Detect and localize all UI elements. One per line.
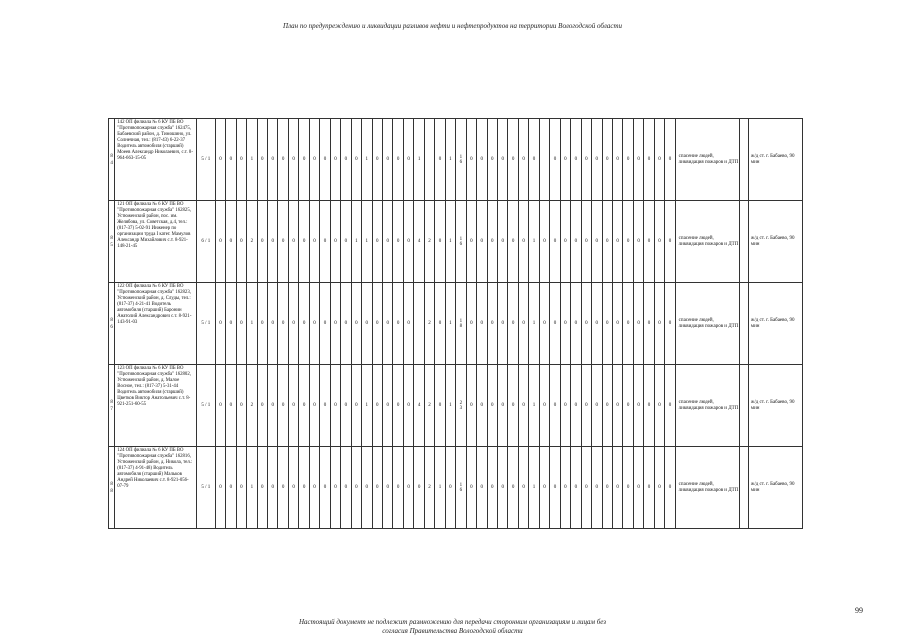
- equipment-count-cell: 0: [320, 447, 330, 529]
- equipment-count-cell: 0: [320, 283, 330, 365]
- equipment-count-cell: 0: [393, 283, 403, 365]
- equipment-count-cell: 0: [592, 283, 602, 365]
- equipment-count-cell: 0: [508, 201, 518, 283]
- equipment-count-cell: 1: [414, 119, 424, 201]
- equipment-count-cell: 0: [539, 447, 549, 529]
- equipment-count-cell: 0: [466, 119, 476, 201]
- equipment-count-cell: 1: [445, 283, 455, 365]
- equipment-count-cell: 0: [236, 365, 246, 447]
- equipment-count-cell: 0: [236, 447, 246, 529]
- equipment-count-cell: 0: [477, 283, 487, 365]
- equipment-count-cell: 0: [299, 447, 309, 529]
- equipment-count-cell: 0: [644, 119, 654, 201]
- equipment-count-cell: 0: [403, 201, 413, 283]
- equipment-count-cell: 0: [571, 447, 581, 529]
- equipment-count-cell: 0: [372, 447, 382, 529]
- equipment-count-cell: 0: [466, 365, 476, 447]
- equipment-count-cell: 1: [445, 201, 455, 283]
- equipment-count-cell: 0: [518, 365, 528, 447]
- equipment-count-cell: 0: [351, 447, 361, 529]
- equipment-count-cell: 0: [278, 201, 288, 283]
- equipment-count-cell: 0: [341, 119, 351, 201]
- equipment-count-cell: 0: [226, 283, 236, 365]
- equipment-count-cell: 0: [414, 447, 424, 529]
- page-header-title: План по предупреждению и ликвидации разливов нефти и нефтепродуктов на территории Вологодской области: [282, 22, 623, 30]
- equipment-count-cell: 0: [581, 283, 591, 365]
- equipment-count-cell: 2: [424, 447, 434, 529]
- equipment-count-cell: 1 6: [456, 447, 466, 529]
- equipment-count-cell: 0: [581, 201, 591, 283]
- equipment-count-cell: 0: [612, 283, 622, 365]
- equipment-count-cell: 0: [236, 119, 246, 201]
- equipment-count-cell: 0: [508, 119, 518, 201]
- page-number: 99: [855, 606, 863, 615]
- row-number-cell: 8 4: [109, 119, 115, 201]
- equipment-count-cell: 1: [362, 201, 372, 283]
- equipment-count-cell: 1 8: [456, 283, 466, 365]
- equipment-count-cell: 0: [508, 283, 518, 365]
- equipment-count-cell: 0: [278, 447, 288, 529]
- equipment-count-cell: 0: [654, 283, 664, 365]
- equipment-count-cell: 0: [571, 201, 581, 283]
- equipment-count-cell: 0: [518, 119, 528, 201]
- equipment-count-cell: 0: [351, 365, 361, 447]
- equipment-count-cell: 0: [477, 365, 487, 447]
- equipment-count-cell: 0: [602, 365, 612, 447]
- equipment-count-cell: 0: [330, 447, 340, 529]
- equipment-count-cell: 0: [654, 201, 664, 283]
- equipment-count-cell: 0: [362, 283, 372, 365]
- equipment-count-cell: 0: [602, 201, 612, 283]
- equipment-count-cell: 0: [403, 447, 413, 529]
- equipment-count-cell: 0: [665, 119, 675, 201]
- equipment-count-cell: 0: [518, 447, 528, 529]
- equipment-count-cell: 0: [487, 201, 497, 283]
- equipment-count-cell: 0: [477, 447, 487, 529]
- equipment-count-cell: 0: [393, 365, 403, 447]
- spacer-cell: [739, 201, 748, 283]
- equipment-count-cell: [424, 119, 434, 201]
- equipment-count-cell: 0: [497, 447, 507, 529]
- equipment-count-cell: 0: [466, 283, 476, 365]
- equipment-count-cell: 0: [623, 365, 633, 447]
- equipment-count-cell: [539, 119, 549, 201]
- equipment-count-cell: 0: [571, 119, 581, 201]
- equipment-count-cell: 2: [247, 201, 257, 283]
- equipment-count-cell: 0: [382, 201, 392, 283]
- equipment-count-cell: 0: [372, 365, 382, 447]
- equipment-count-cell: 0: [288, 283, 298, 365]
- equipment-count-cell: 0: [268, 365, 278, 447]
- equipment-count-cell: 0: [477, 119, 487, 201]
- equipment-count-cell: 1: [247, 119, 257, 201]
- equipment-count-cell: 0: [633, 201, 643, 283]
- equipment-count-cell: 0: [518, 201, 528, 283]
- equipment-count-cell: 0: [257, 365, 267, 447]
- equipment-count-cell: 0: [487, 365, 497, 447]
- equipment-count-cell: 0: [487, 447, 497, 529]
- equipment-count-cell: 0: [435, 119, 445, 201]
- equipment-count-cell: 2: [424, 365, 434, 447]
- tasks-cell: спасение людей, ликвидация пожаров и ДТП: [675, 119, 739, 201]
- equipment-count-cell: 1: [529, 201, 539, 283]
- equipment-count-cell: 1: [435, 447, 445, 529]
- equipment-count-cell: 0: [268, 283, 278, 365]
- equipment-count-cell: 0: [560, 447, 570, 529]
- equipment-count-cell: 0: [268, 447, 278, 529]
- equipment-count-cell: 0: [612, 119, 622, 201]
- equipment-count-cell: 0: [257, 283, 267, 365]
- equipment-count-cell: 1: [529, 283, 539, 365]
- organization-cell: 121 ОП филиала № 6 КУ ПБ ВО "Противопожарная служба" 162825, Устюженский район, пос. им. Желябова, ул. Советская, д.4, тел.: (817-37) 5-02-91 Инженер по организации труда I катег. Мамулов Александр Михайлович с.т. 8-921-148-21-45: [115, 201, 197, 283]
- equipment-count-cell: 0: [644, 283, 654, 365]
- equipment-count-cell: 1: [529, 365, 539, 447]
- equipment-count-cell: 0: [592, 201, 602, 283]
- arrival-time-cell: ж/д ст. г. Бабаево, 90 мин: [748, 119, 802, 201]
- equipment-count-cell: 0: [351, 119, 361, 201]
- crew-ratio-cell: 6 / 1: [196, 201, 215, 283]
- equipment-count-cell: 0: [592, 119, 602, 201]
- equipment-count-cell: 0: [539, 201, 549, 283]
- equipment-count-cell: 0: [393, 119, 403, 201]
- equipment-count-cell: 0: [487, 283, 497, 365]
- equipment-count-cell: 0: [257, 119, 267, 201]
- equipment-count-cell: 0: [602, 447, 612, 529]
- equipment-count-cell: 0: [268, 201, 278, 283]
- equipment-count-cell: 0: [497, 365, 507, 447]
- equipment-count-cell: 0: [372, 283, 382, 365]
- spacer-cell: [739, 119, 748, 201]
- resources-table: [108, 118, 803, 529]
- equipment-count-cell: 0: [665, 447, 675, 529]
- equipment-count-cell: 0: [403, 365, 413, 447]
- equipment-count-cell: 0: [623, 447, 633, 529]
- equipment-count-cell: 0: [487, 119, 497, 201]
- equipment-count-cell: 2: [247, 365, 257, 447]
- row-number-cell: 8 8: [109, 447, 115, 529]
- equipment-count-cell: 0: [299, 283, 309, 365]
- equipment-count-cell: 0: [508, 447, 518, 529]
- equipment-count-cell: 0: [341, 447, 351, 529]
- organization-cell: 122 ОП филиала № 6 КУ ПБ ВО "Противопожарная служба" 162823, Устюженский район, д. Слуды, тел.: (817-37) 4-21-41 Водитель автомобиля (старший) Баронин Анатолий Александрович с.т. 8-921-143-91-03: [115, 283, 197, 365]
- equipment-count-cell: 0: [215, 119, 225, 201]
- equipment-count-cell: 0: [278, 283, 288, 365]
- equipment-count-cell: 0: [508, 365, 518, 447]
- equipment-count-cell: 0: [341, 365, 351, 447]
- equipment-count-cell: 0: [382, 119, 392, 201]
- footer-note: [0, 618, 905, 636]
- equipment-count-cell: 0: [665, 283, 675, 365]
- equipment-count-cell: 0: [299, 119, 309, 201]
- equipment-count-cell: 0: [560, 283, 570, 365]
- equipment-count-cell: 0: [403, 119, 413, 201]
- equipment-count-cell: 0: [654, 119, 664, 201]
- spacer-cell: [739, 365, 748, 447]
- equipment-count-cell: 0: [550, 283, 560, 365]
- arrival-time-cell: ж/д ст. г. Бабаево, 90 мин: [748, 447, 802, 529]
- equipment-count-cell: 0: [581, 447, 591, 529]
- equipment-count-cell: 0: [288, 119, 298, 201]
- equipment-count-cell: 0: [382, 365, 392, 447]
- equipment-count-cell: 0: [257, 447, 267, 529]
- equipment-count-cell: 0: [215, 201, 225, 283]
- arrival-time-cell: ж/д ст. г. Бабаево, 90 мин: [748, 365, 802, 447]
- equipment-count-cell: 0: [309, 283, 319, 365]
- equipment-count-cell: 0: [226, 365, 236, 447]
- equipment-count-cell: 0: [320, 365, 330, 447]
- equipment-count-cell: 0: [393, 201, 403, 283]
- equipment-count-cell: 0: [581, 119, 591, 201]
- crew-ratio-cell: 5 / 1: [196, 283, 215, 365]
- equipment-count-cell: 0: [529, 119, 539, 201]
- equipment-count-cell: 0: [644, 447, 654, 529]
- equipment-count-cell: 0: [435, 365, 445, 447]
- equipment-count-cell: 0: [215, 283, 225, 365]
- equipment-count-cell: 1 6: [456, 201, 466, 283]
- equipment-count-cell: 0: [226, 119, 236, 201]
- equipment-count-cell: 0: [288, 365, 298, 447]
- equipment-count-cell: 0: [330, 365, 340, 447]
- equipment-count-cell: 0: [268, 119, 278, 201]
- equipment-count-cell: 0: [362, 447, 372, 529]
- equipment-count-cell: 0: [466, 447, 476, 529]
- equipment-count-cell: 0: [309, 365, 319, 447]
- footer-note-line2: согласия Правительства Вологодской области: [382, 627, 523, 635]
- table-row: [109, 283, 803, 365]
- equipment-count-cell: 0: [623, 119, 633, 201]
- equipment-count-cell: 1: [445, 365, 455, 447]
- crew-ratio-cell: 5 / 1: [196, 365, 215, 447]
- table-row: [109, 365, 803, 447]
- equipment-count-cell: 0: [612, 365, 622, 447]
- equipment-count-cell: 1: [351, 201, 361, 283]
- equipment-count-cell: 0: [612, 201, 622, 283]
- equipment-count-cell: 0: [497, 283, 507, 365]
- equipment-count-cell: 0: [571, 283, 581, 365]
- equipment-count-cell: 0: [644, 365, 654, 447]
- equipment-count-cell: 0: [341, 201, 351, 283]
- equipment-count-cell: 0: [592, 365, 602, 447]
- equipment-count-cell: 0: [665, 201, 675, 283]
- crew-ratio-cell: 5 / 1: [196, 119, 215, 201]
- equipment-count-cell: 0: [382, 283, 392, 365]
- equipment-count-cell: 0: [560, 201, 570, 283]
- equipment-count-cell: 0: [236, 201, 246, 283]
- equipment-count-cell: 0: [560, 365, 570, 447]
- organization-cell: 124 ОП филиала № 6 КУ ПБ ВО "Противопожарная служба" 162816, Устюженский район, д. Никола, тел.: (817-37) 4-91-48) Водитель автомобиля (старший) Мальков Андрей Николаевич с.т. 8-921-056-07-79: [115, 447, 197, 529]
- equipment-count-cell: 0: [550, 365, 560, 447]
- table-row: [109, 201, 803, 283]
- equipment-count-cell: 0: [602, 283, 612, 365]
- equipment-count-cell: 2 3: [456, 365, 466, 447]
- equipment-count-cell: 0: [288, 447, 298, 529]
- arrival-time-cell: ж/д ст. г. Бабаево, 90 мин: [748, 201, 802, 283]
- equipment-count-cell: 0: [309, 447, 319, 529]
- row-number-cell: 8 6: [109, 283, 115, 365]
- equipment-count-cell: 0: [592, 447, 602, 529]
- equipment-count-cell: 0: [299, 365, 309, 447]
- equipment-count-cell: 0: [497, 201, 507, 283]
- equipment-count-cell: 1: [529, 447, 539, 529]
- equipment-count-cell: 0: [393, 447, 403, 529]
- equipment-count-cell: 1: [247, 447, 257, 529]
- equipment-count-cell: 0: [623, 283, 633, 365]
- equipment-count-cell: 0: [320, 201, 330, 283]
- equipment-count-cell: 0: [633, 447, 643, 529]
- equipment-count-cell: 0: [351, 283, 361, 365]
- equipment-count-cell: 0: [215, 365, 225, 447]
- equipment-count-cell: 0: [320, 119, 330, 201]
- tasks-cell: спасение людей, ликвидация пожаров и ДТП: [675, 283, 739, 365]
- equipment-count-cell: 0: [518, 283, 528, 365]
- tasks-cell: спасение людей, ликвидация пожаров и ДТП: [675, 365, 739, 447]
- equipment-count-cell: 4: [414, 365, 424, 447]
- equipment-count-cell: 1: [362, 119, 372, 201]
- equipment-count-cell: 0: [288, 201, 298, 283]
- equipment-count-cell: 0: [382, 447, 392, 529]
- equipment-count-cell: 0: [477, 201, 487, 283]
- equipment-count-cell: 1: [362, 365, 372, 447]
- equipment-count-cell: 0: [633, 365, 643, 447]
- equipment-count-cell: 0: [550, 119, 560, 201]
- equipment-count-cell: 0: [466, 201, 476, 283]
- equipment-count-cell: 0: [330, 201, 340, 283]
- equipment-count-cell: 0: [571, 365, 581, 447]
- equipment-count-cell: 0: [623, 201, 633, 283]
- equipment-count-cell: 0: [654, 365, 664, 447]
- equipment-count-cell: 0: [612, 447, 622, 529]
- table-row: [109, 447, 803, 529]
- equipment-count-cell: 0: [445, 447, 455, 529]
- equipment-count-cell: 0: [539, 283, 549, 365]
- equipment-count-cell: [414, 283, 424, 365]
- row-number-cell: 8 5: [109, 201, 115, 283]
- equipment-count-cell: 2: [424, 283, 434, 365]
- equipment-count-cell: 0: [633, 283, 643, 365]
- equipment-count-cell: 0: [550, 201, 560, 283]
- equipment-count-cell: 0: [581, 365, 591, 447]
- equipment-count-cell: 0: [550, 447, 560, 529]
- organization-cell: 123 ОП филиала № 6 КУ ПБ ВО "Противопожарная служба" 162802, Устюженский район, д. Малое Восное, тел.: (817-37) 5-31-44 Водитель автомобиля (старший) Цветков Виктор Анатольевич с.т. 8-921-251-60-55: [115, 365, 197, 447]
- tasks-cell: спасение людей, ликвидация пожаров и ДТП: [675, 447, 739, 529]
- equipment-count-cell: 0: [372, 119, 382, 201]
- equipment-count-cell: 2: [424, 201, 434, 283]
- table-row: [109, 119, 803, 201]
- equipment-count-cell: 1: [247, 283, 257, 365]
- equipment-count-cell: 0: [560, 119, 570, 201]
- equipment-count-cell: 0: [278, 365, 288, 447]
- arrival-time-cell: ж/д ст. г. Бабаево, 90 мин: [748, 283, 802, 365]
- equipment-count-cell: 0: [539, 365, 549, 447]
- equipment-count-cell: 0: [299, 201, 309, 283]
- equipment-count-cell: 0: [215, 447, 225, 529]
- footer-note-line1: Настоящий документ не подлежит размножению для передачи сторонним организациям и лицам без: [298, 618, 607, 626]
- equipment-count-cell: 0: [665, 365, 675, 447]
- equipment-count-cell: 0: [435, 283, 445, 365]
- equipment-count-cell: 0: [435, 201, 445, 283]
- equipment-count-cell: 0: [309, 201, 319, 283]
- equipment-count-cell: 0: [403, 283, 413, 365]
- equipment-count-cell: 0: [257, 201, 267, 283]
- equipment-count-cell: 0: [654, 447, 664, 529]
- equipment-count-cell: 0: [330, 283, 340, 365]
- resources-table-body: [109, 119, 803, 529]
- equipment-count-cell: 0: [226, 201, 236, 283]
- equipment-count-cell: 0: [341, 283, 351, 365]
- equipment-count-cell: 0: [226, 447, 236, 529]
- equipment-count-cell: 1: [445, 119, 455, 201]
- equipment-count-cell: 0: [602, 119, 612, 201]
- equipment-count-cell: 0: [633, 119, 643, 201]
- equipment-count-cell: 0: [372, 201, 382, 283]
- spacer-cell: [739, 283, 748, 365]
- equipment-count-cell: 0: [330, 119, 340, 201]
- equipment-count-cell: 4: [414, 201, 424, 283]
- equipment-count-cell: 1 6: [456, 119, 466, 201]
- row-number-cell: 8 7: [109, 365, 115, 447]
- equipment-count-cell: 0: [236, 283, 246, 365]
- equipment-count-cell: 0: [644, 201, 654, 283]
- organization-cell: 142 ОП филиала № 6 КУ ПБ ВО "Противопожарная служба" 162475, Бабаевский район, д. Тимошино, ул. Солнечная, тел.: (817-43) 6-22-37 Водитель автомобиля (старший) Моеев Александр Николаевич, с.т. 8-964-663-15-05: [115, 119, 197, 201]
- equipment-count-cell: 0: [497, 119, 507, 201]
- equipment-count-cell: 0: [309, 119, 319, 201]
- spacer-cell: [739, 447, 748, 529]
- tasks-cell: спасение людей, ликвидация пожаров и ДТП: [675, 201, 739, 283]
- equipment-count-cell: 0: [278, 119, 288, 201]
- crew-ratio-cell: 5 / 1: [196, 447, 215, 529]
